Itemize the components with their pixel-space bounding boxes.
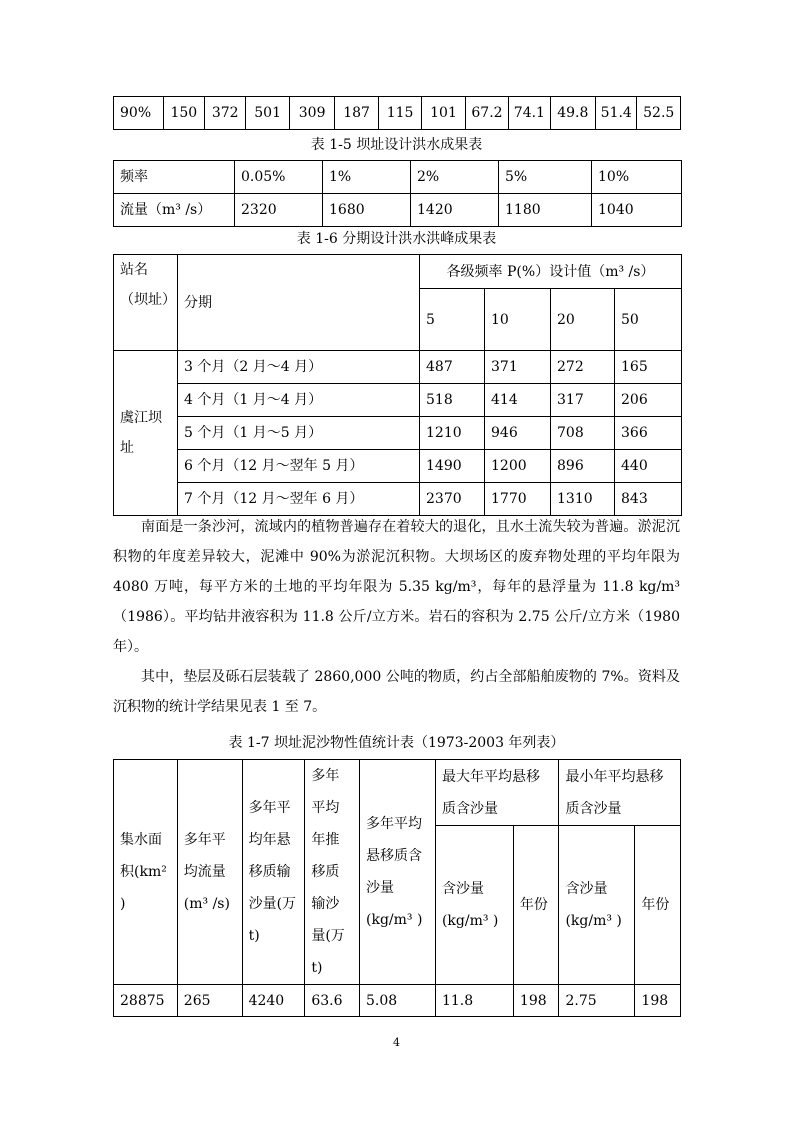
conc-header: 多年平均悬移质含沙量(kg/m³ ): [360, 760, 436, 985]
cell: 896: [551, 450, 615, 483]
cell: 487: [420, 351, 485, 384]
period-header: 分期: [178, 255, 420, 351]
area-header: 集水面积(km² ): [114, 760, 178, 985]
cell: 28875: [114, 985, 178, 1017]
cell: 946: [485, 417, 551, 450]
cell: 372: [205, 97, 246, 130]
table-1-7: [113, 759, 681, 1017]
cell: 187: [335, 97, 378, 130]
cell: 708: [551, 417, 615, 450]
cell: 414: [485, 384, 551, 417]
cell: 49.8: [550, 97, 596, 130]
cell: 518: [420, 384, 485, 417]
min-group-header: 最小年平均悬移质含沙量: [559, 760, 681, 826]
cell: 1210: [420, 417, 485, 450]
cell: 2320: [235, 194, 323, 227]
freq-label: 50: [615, 289, 682, 351]
top-table: [113, 96, 681, 130]
cell: 198: [635, 985, 681, 1017]
table-1-6: [113, 254, 682, 516]
cell: 309: [289, 97, 335, 130]
table-1-6-caption: 表 1-6 分期设计洪水洪峰成果表: [296, 231, 497, 247]
max-year-subheader: 年份: [513, 826, 559, 985]
cell: 843: [615, 483, 682, 516]
freq-label: 10: [485, 289, 551, 351]
cell: 63.6: [305, 985, 360, 1017]
freq-label: 5: [420, 289, 485, 351]
cell: 4240: [242, 985, 305, 1017]
cell: 频率: [114, 161, 235, 194]
cell: 1770: [485, 483, 551, 516]
cell: 165: [615, 351, 682, 384]
cell: 206: [615, 384, 682, 417]
max-conc-subheader: 含沙量(kg/m³ ): [435, 826, 513, 985]
station-header: 站名（坝址）: [114, 255, 178, 351]
period-cell: 3 个月（2 月～4 月）: [178, 351, 420, 384]
cell: 115: [378, 97, 421, 130]
cell: 101: [422, 97, 465, 130]
cell: 11.8: [435, 985, 513, 1017]
period-cell: 5 个月（1 月～5 月）: [178, 417, 420, 450]
cell: 2370: [420, 483, 485, 516]
cell: 5.08: [360, 985, 436, 1017]
cell: 52.5: [637, 97, 681, 130]
cell: 0.05%: [235, 161, 323, 194]
period-cell: 6 个月（12 月～翌年 5 月）: [178, 450, 420, 483]
period-cell: 4 个月（1 月～4 月）: [178, 384, 420, 417]
paragraph: 南面是一条沙河，流域内的植物普遍存在着较大的退化，且水土流失较为普遍。淤泥沉积物的年度差异较大，泥滩中 90%为淤泥沉积物。大坝场区的废弃物处理的平均年限为 4080 万吨，每平方米的土地的平均年限为 5.35 kg/m³，每年的悬浮量为 11.8 kg/m³ （1986）。平均钻井液容积为 11.8 公斤/立方米。岩石的容积为 2.75 公斤/立方米（1980 年）。: [113, 519, 680, 655]
cell: 1420: [411, 194, 499, 227]
cell: 74.1: [509, 97, 550, 130]
cell: 2%: [411, 161, 499, 194]
cell: 1180: [499, 194, 592, 227]
body-text: [113, 512, 680, 722]
cell: 1040: [592, 194, 682, 227]
cell: 10%: [592, 161, 682, 194]
cell: 51.4: [596, 97, 637, 130]
cell: 198: [513, 985, 559, 1017]
page-number: 4: [393, 1036, 400, 1049]
table-1-5-caption: 表 1-5 坝址设计洪水成果表: [310, 137, 483, 153]
cell: 流量（m³ /s）: [114, 194, 235, 227]
period-cell: 7 个月（12 月～翌年 6 月）: [178, 483, 420, 516]
load-header: 多年平均年悬移质输沙量(万 t): [242, 760, 305, 985]
cell: 90%: [114, 97, 164, 130]
cell: 67.2: [465, 97, 508, 130]
cell: 317: [551, 384, 615, 417]
table-1-7-caption: 表 1-7 坝址泥沙物性值统计表（1973-2003 年列表）: [228, 735, 565, 751]
min-conc-subheader: 含沙量(kg/m³ ): [559, 826, 635, 985]
cell: 1490: [420, 450, 485, 483]
station-name: 虞江坝址: [114, 351, 178, 516]
table-1-5: [113, 160, 682, 227]
cell: 501: [246, 97, 289, 130]
bedload-header: 多年平均年推移质输沙量(万 t): [305, 760, 360, 985]
cell: 265: [177, 985, 242, 1017]
cell: 366: [615, 417, 682, 450]
paragraph: 其中，垫层及砾石层装载了 2860,000 公吨的物质，约占全部船舶废物的 7%。资料及沉积物的统计学结果见表 1 至 7。: [113, 669, 680, 715]
cell: 1%: [323, 161, 411, 194]
max-group-header: 最大年平均悬移质含沙量: [435, 760, 559, 826]
cell: 1310: [551, 483, 615, 516]
flow-header: 多年平均流量(m³ /s): [177, 760, 242, 985]
min-year-subheader: 年份: [635, 826, 681, 985]
cell: 371: [485, 351, 551, 384]
freq-label: 20: [551, 289, 615, 351]
cell: 1200: [485, 450, 551, 483]
cell: 5%: [499, 161, 592, 194]
cell: 440: [615, 450, 682, 483]
cell: 2.75: [559, 985, 635, 1017]
freq-header: 各级频率 P(%）设计值（m³ /s）: [420, 255, 682, 289]
cell: 1680: [323, 194, 411, 227]
cell: 272: [551, 351, 615, 384]
cell: 150: [163, 97, 204, 130]
